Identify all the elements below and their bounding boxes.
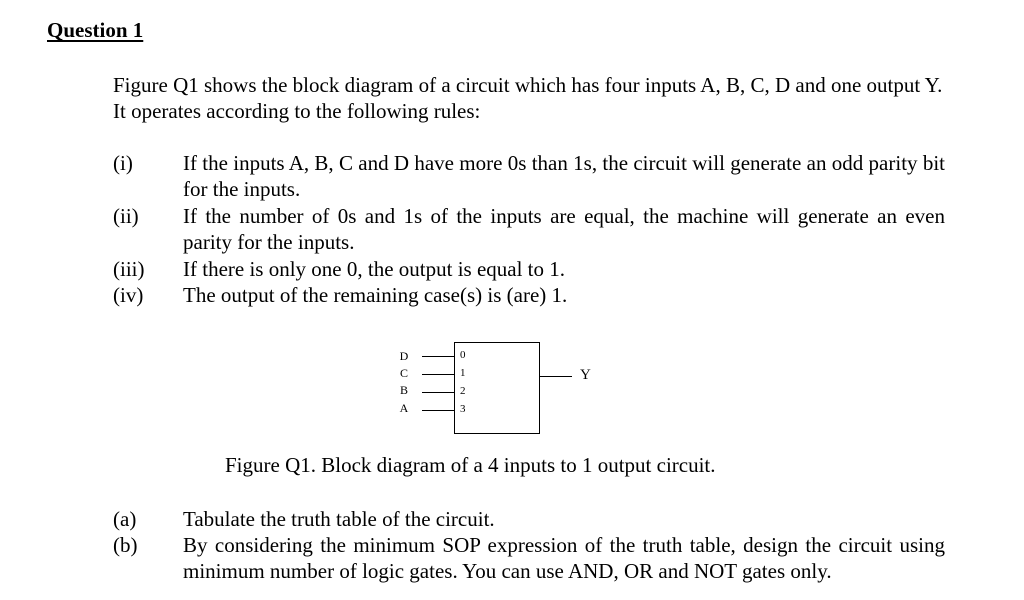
- rule-label: (ii): [113, 204, 139, 228]
- pin-label-1: 1: [460, 367, 466, 379]
- rule-label: (iii): [113, 257, 145, 281]
- circuit-block: [454, 342, 540, 434]
- input-label-a: A: [399, 401, 409, 415]
- rule-label: (iv): [113, 283, 144, 307]
- pin-label-0: 0: [460, 349, 466, 361]
- tasks-list: [113, 506, 953, 586]
- pin-label-2: 2: [460, 385, 466, 397]
- intro-paragraph: Figure Q1 shows the block diagram of a circuit which has four inputs A, B, C, D and one output Y. It operates according to the following rules:: [113, 73, 943, 123]
- rule-text: If the inputs A, B, C and D have more 0s than 1s, the circuit will generate an odd parity bit for the inputs.: [183, 151, 945, 201]
- input-label-d: D: [399, 349, 409, 363]
- figure-caption: Figure Q1. Block diagram of a 4 inputs to 1 output circuit.: [225, 453, 716, 477]
- rules-list: [113, 150, 953, 310]
- input-wire-b: [422, 392, 454, 393]
- rule-text: If the number of 0s and 1s of the inputs are equal, the machine will generate an even parity for the inputs.: [183, 204, 945, 254]
- input-label-c: C: [399, 366, 408, 380]
- task-text: By considering the minimum SOP expression of the truth table, design the circuit using minimum number of logic gates. You can use AND, OR and NOT gates only.: [183, 533, 945, 583]
- task-label: (b): [113, 533, 138, 557]
- pin-label-3: 3: [460, 403, 466, 415]
- task-text: Tabulate the truth table of the circuit.: [183, 507, 495, 531]
- output-wire: [540, 376, 572, 377]
- question-title: Question 1: [47, 18, 144, 42]
- input-wire-c: [422, 374, 454, 375]
- input-wire-a: [422, 410, 454, 411]
- task-label: (a): [113, 507, 137, 531]
- rule-text: The output of the remaining case(s) is (are) 1.: [183, 283, 568, 307]
- rule-text: If there is only one 0, the output is equal to 1.: [183, 257, 566, 281]
- output-label-y: Y: [580, 367, 591, 383]
- rule-label: (i): [113, 151, 133, 175]
- block-diagram: [395, 342, 615, 434]
- input-label-b: B: [399, 383, 408, 397]
- input-wire-d: [422, 356, 454, 357]
